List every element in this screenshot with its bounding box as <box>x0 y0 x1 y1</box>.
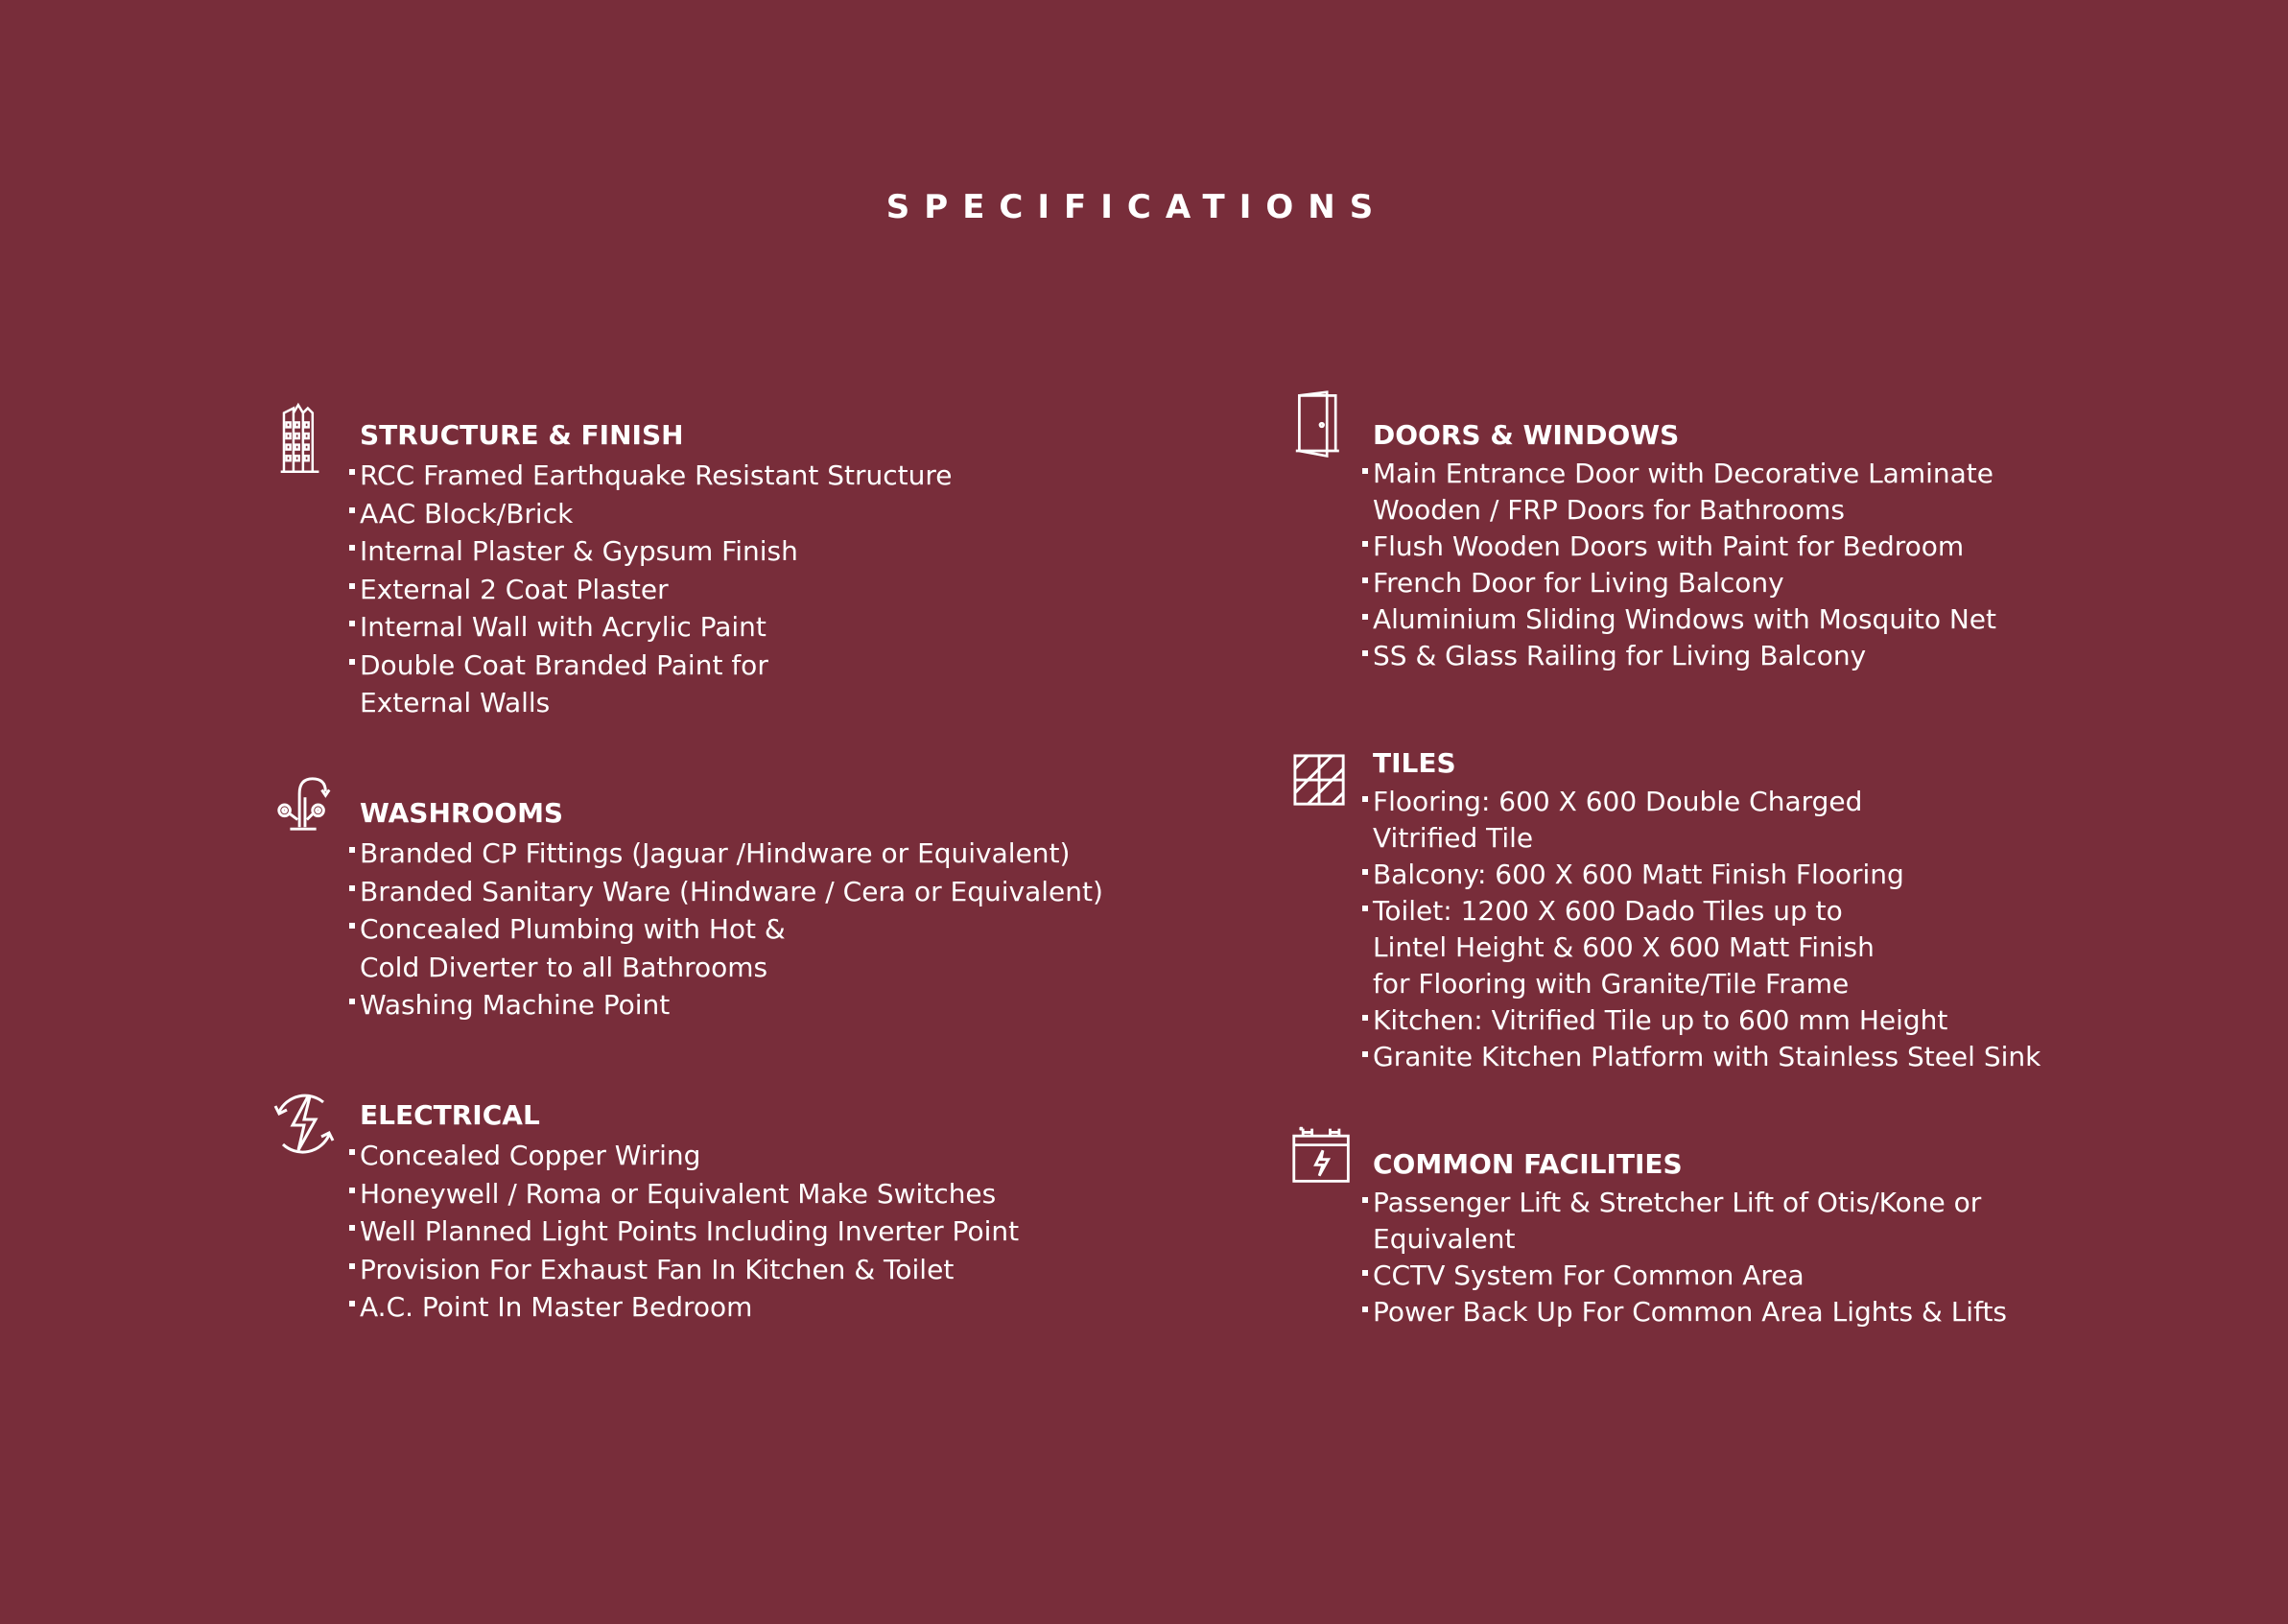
section-heading: STRUCTURE & FINISH <box>360 419 684 451</box>
faucet-icon <box>271 771 337 836</box>
list-item: RCC Framed Earthquake Resistant Structure <box>360 457 952 495</box>
spec-list <box>360 1137 1019 1327</box>
list-item: Main Entrance Door with Decorative Laminate Wooden / FRP Doors for Bathrooms <box>1373 456 1996 529</box>
list-item: Toilet: 1200 X 600 Dado Tiles up to Lintel Height & 600 X 600 Matt Finish for Flooring with Granite/Tile Frame <box>1373 893 2040 1002</box>
list-item: Balcony: 600 X 600 Matt Finish Flooring <box>1373 857 2040 893</box>
page-title: SPECIFICATIONS <box>885 188 1388 226</box>
list-item: SS & Glass Railing for Living Balcony <box>1373 638 1996 674</box>
list-item: Passenger Lift & Stretcher Lift of Otis/Kone or Equivalent <box>1373 1185 2007 1258</box>
tiles-icon <box>1292 753 1348 809</box>
spec-list <box>1373 1185 2007 1330</box>
spec-list <box>1373 456 1996 674</box>
list-item: CCTV System For Common Area <box>1373 1258 2007 1294</box>
list-item: Double Coat Branded Paint for External Walls <box>360 647 952 722</box>
section-heading: TILES <box>1373 747 1456 779</box>
list-item: Branded Sanitary Ware (Hindware / Cera or Equivalent) <box>360 873 1103 911</box>
list-item: Branded CP Fittings (Jaguar /Hindware or Equivalent) <box>360 835 1103 873</box>
building-icon <box>279 389 335 478</box>
list-item: Concealed Plumbing with Hot & Cold Diverter to all Bathrooms <box>360 910 1103 986</box>
list-item: AAC Block/Brick <box>360 495 952 533</box>
section-heading: WASHROOMS <box>360 797 564 829</box>
list-item: Internal Plaster & Gypsum Finish <box>360 532 952 571</box>
section-heading: DOORS & WINDOWS <box>1373 419 1680 451</box>
spec-list <box>360 457 952 722</box>
spec-list <box>1373 784 2040 1075</box>
section-washrooms <box>360 794 1103 1024</box>
section-structure-finish <box>360 416 952 722</box>
list-item: French Door for Living Balcony <box>1373 565 1996 601</box>
list-item: Internal Wall with Acrylic Paint <box>360 608 952 647</box>
section-heading: ELECTRICAL <box>360 1099 540 1131</box>
list-item: Flooring: 600 X 600 Double Charged Vitrified Tile <box>1373 784 2040 857</box>
list-item: Concealed Copper Wiring <box>360 1137 1019 1175</box>
list-item: Kitchen: Vitrified Tile up to 600 mm Height <box>1373 1002 2040 1039</box>
list-item: External 2 Coat Plaster <box>360 571 952 609</box>
list-item: A.C. Point In Master Bedroom <box>360 1288 1019 1327</box>
section-doors-windows <box>1373 417 1996 674</box>
list-item: Flush Wooden Doors with Paint for Bedroom <box>1373 529 1996 565</box>
list-item: Honeywell / Roma or Equivalent Make Switches <box>360 1175 1019 1213</box>
list-item: Granite Kitchen Platform with Stainless Steel Sink <box>1373 1039 2040 1075</box>
battery-icon <box>1290 1123 1354 1187</box>
spec-list <box>360 835 1103 1024</box>
list-item: Provision For Exhaust Fan In Kitchen & Toilet <box>360 1251 1019 1289</box>
list-item: Washing Machine Point <box>360 986 1103 1024</box>
list-item: Well Planned Light Points Including Inverter Point <box>360 1212 1019 1251</box>
section-tiles <box>1373 745 2040 1075</box>
lightning-icon <box>270 1089 339 1158</box>
list-item: Aluminium Sliding Windows with Mosquito Net <box>1373 601 1996 638</box>
section-common-facilities <box>1373 1146 2007 1330</box>
section-heading: COMMON FACILITIES <box>1373 1148 1683 1180</box>
door-icon <box>1294 388 1346 461</box>
list-item: Power Back Up For Common Area Lights & Lifts <box>1373 1294 2007 1330</box>
section-electrical <box>360 1096 1019 1327</box>
